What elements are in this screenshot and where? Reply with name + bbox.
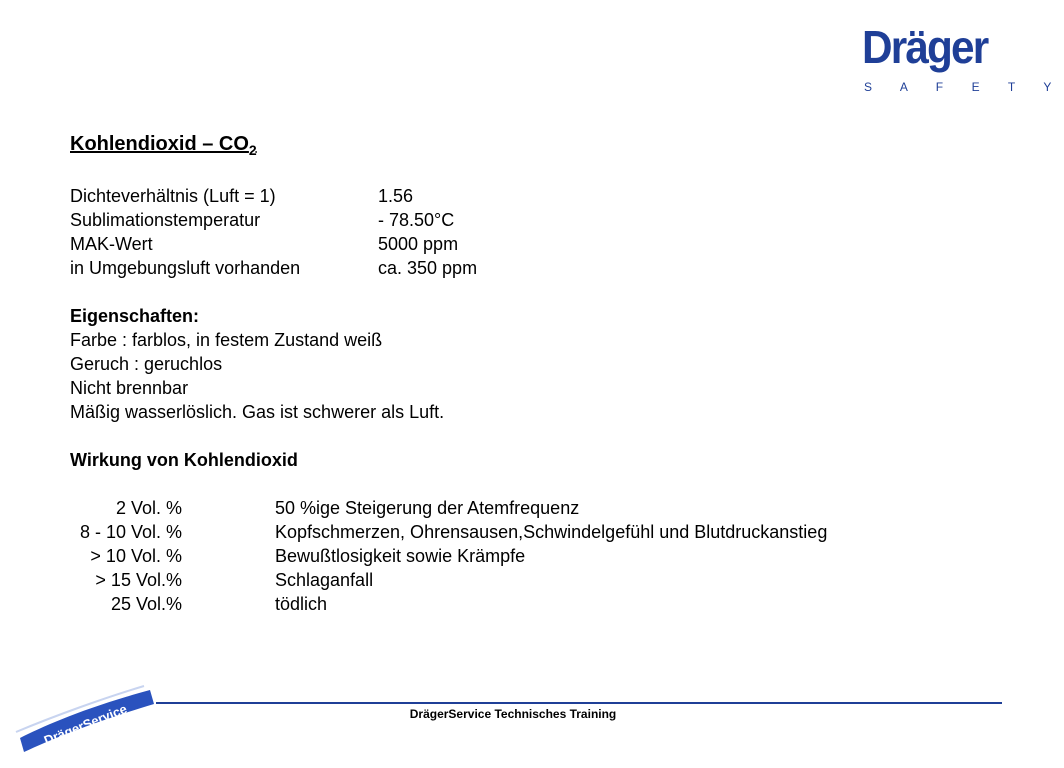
property-label: Dichteverhältnis (Luft = 1) bbox=[70, 186, 276, 206]
property-value: - 78.50°C bbox=[378, 210, 455, 230]
page-title bbox=[70, 128, 827, 160]
title-main: Kohlendioxid – CO bbox=[70, 133, 249, 155]
property-row bbox=[70, 208, 827, 232]
characteristic-line: Farbe : farblos, in festem Zustand weiß bbox=[70, 330, 383, 350]
effect-concentration: 25 Vol.% bbox=[110, 594, 182, 614]
footer-divider bbox=[156, 702, 1002, 704]
property-label: Sublimationstemperatur bbox=[70, 210, 261, 230]
effect-description: Bewußtlosigkeit sowie Krämpfe bbox=[275, 546, 526, 566]
effects-table bbox=[70, 496, 827, 616]
logo-subtitle-text: S A F E T Y bbox=[864, 80, 1064, 94]
effect-description: Kopfschmerzen, Ohrensausen,Schwindelgefühl und Blutdruckanstieg bbox=[275, 522, 828, 542]
draegerservice-logo bbox=[14, 682, 156, 754]
characteristic-line: Mäßig wasserlöslich. Gas ist schwerer als Luft. bbox=[70, 402, 445, 422]
effect-concentration: 2 Vol. % bbox=[115, 498, 182, 518]
effect-row bbox=[70, 496, 827, 520]
footer-text: DrägerService Technisches Training bbox=[409, 707, 617, 721]
service-logo-text: DrägerService bbox=[41, 701, 130, 749]
property-value: 1.56 bbox=[378, 186, 414, 206]
property-row bbox=[70, 256, 827, 280]
property-label: MAK-Wert bbox=[70, 234, 153, 254]
effect-row bbox=[70, 544, 827, 568]
property-value: ca. 350 ppm bbox=[378, 258, 478, 278]
effect-concentration: > 15 Vol.% bbox=[95, 570, 182, 590]
effect-row bbox=[70, 520, 827, 544]
effect-concentration: > 10 Vol. % bbox=[90, 546, 182, 566]
effect-description: tödlich bbox=[275, 594, 328, 614]
effect-concentration: 8 - 10 Vol. % bbox=[79, 522, 182, 542]
effect-row bbox=[70, 592, 827, 616]
characteristics-heading: Eigenschaften: bbox=[70, 306, 200, 326]
properties-table bbox=[70, 184, 827, 280]
effect-row bbox=[70, 568, 827, 592]
characteristic-line: Nicht brennbar bbox=[70, 378, 189, 398]
title-subscript: 2 bbox=[248, 142, 257, 158]
logo-brand-text: Dräger bbox=[862, 21, 988, 73]
effect-description: 50 %ige Steigerung der Atemfrequenz bbox=[275, 498, 580, 518]
property-row bbox=[70, 232, 827, 256]
property-label: in Umgebungsluft vorhanden bbox=[70, 258, 301, 278]
slide-content bbox=[70, 128, 827, 616]
property-value: 5000 ppm bbox=[378, 234, 459, 254]
effects-heading: Wirkung von Kohlendioxid bbox=[70, 450, 298, 470]
property-row bbox=[70, 184, 827, 208]
effect-description: Schlaganfall bbox=[275, 570, 374, 590]
draeger-safety-logo bbox=[862, 21, 1064, 94]
characteristic-line: Geruch : geruchlos bbox=[70, 354, 223, 374]
